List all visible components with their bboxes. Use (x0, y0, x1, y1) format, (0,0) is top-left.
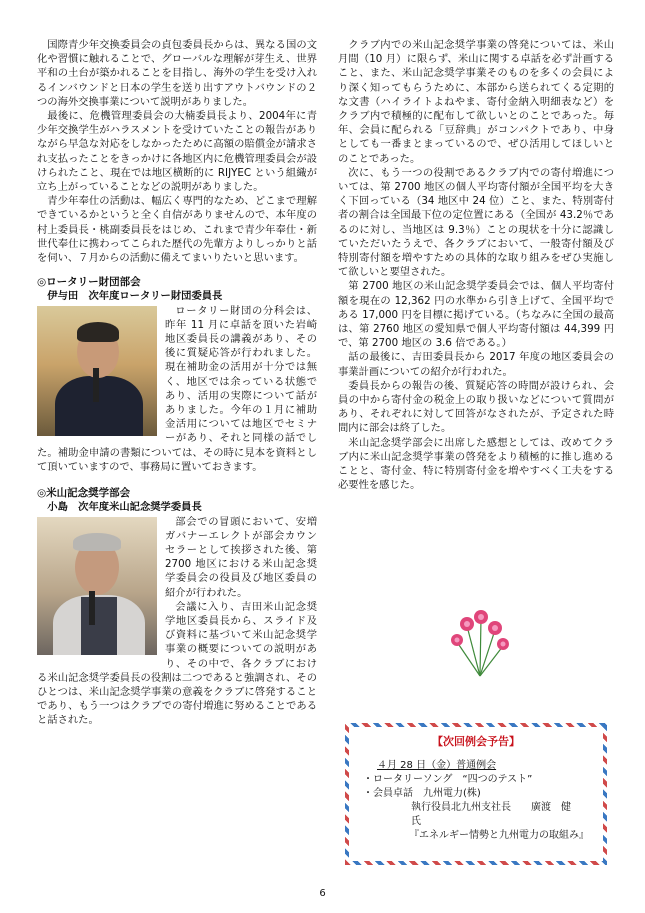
paragraph-scholarship-overview: 会議に入り、吉田米山記念奨学地区委員長から、スライド及び資料に基づいて米山記念奨学事業の概要についての説明があり、その中で、各クラブにおける米山記念奨学委員長の役割は二つであると強調され、そのひとつは、米山記念奨学事業の意義をクラブに啓発することであり、もう一つはクラブでの寄付増進に努めることであると話された。 (37, 600, 317, 727)
section-heading-foundation: ◎ロータリー財団部会 (37, 276, 141, 289)
section-heading-scholarship: ◎米山記念奨学部会 (37, 487, 131, 500)
notice-speaker: 執行役員北九州支社長 廣渡 健 氏 (411, 802, 581, 827)
flower-illustration (445, 608, 515, 678)
paragraph-plan: 話の最後に、吉田委員長から 2017 年度の地区委員会の事業計画についての紹介が行われた。 (338, 351, 614, 378)
notice-item-talk: ・会員卓話 九州電力(株) (363, 788, 481, 799)
paragraph-qa: 委員長からの報告の後、質疑応答の時間が設けられ、会員の中から寄付金の税金上の取り扱いなどについて質問があり、それぞれに対して回答がなされたが、予定された時間内に部会は終了した。 (338, 379, 614, 435)
notice-item-song: ・ロータリーソング “四つのテスト” (363, 774, 533, 785)
paragraph-crisis: 最後に、危機管理委員会の大楠委員長より、2004年に青少年交換学生がハラスメントを受けていたことの報告がありながら早急な対応をしなかったために高額の賠償金が請求され支払ったことをきっかけに各地区内に危機管理委員会が設けられたこと、現在では地区横断的に RIJYEC という組織が立ち上がっていることなどの説明がありました。 (37, 110, 317, 194)
paragraph-foundation: ロータリー財団の分科会は、昨年 11 月に卓話を頂いた岩崎地区委員長の講義があり、その後に質疑応答が行われました。現在補助金の活用が十分では無く、地区では余っている状態であり、活用の実際について話がありました。今年の１月に補助金活用については地区でセミナーがあり、それと同様の話でした。補助金申請の書類については、その時に見本を資料として頂いていますので、事務局に置いておきます。 (37, 304, 317, 473)
paragraph-youth-service: 青少年奉仕の活動は、幅広く専門的なため、どこまで理解できているかというと全く自信がありませんので、本年度の村上委員長・桃副委員長をはじめ、これまで青少年奉仕・新世代奉仕に携わってこられた歴代の先輩方よりしっかりと話を伺い、７月からの活動に備えてまいりたいと思います。 (37, 195, 317, 265)
paragraph-target: 第 2700 地区の米山記念奨学委員会では、個人平均寄付額を現在の 12,362 円の水準から引き上げて、全国平均である 17,000 円を目標に掲げている。（ちなみに全国の最高は、第 2760 地区の愛知県で個人平均寄付額は 44,399 円で、第 2700 地区の 3.6 倍である。） (338, 280, 614, 350)
left-column (37, 38, 317, 728)
speaker-foundation: 伊与田 次年度ロータリー財団委員長 (47, 290, 223, 303)
page-number: 6 (319, 888, 326, 899)
paragraph-exchange: 国際青少年交換委員会の貞包委員長からは、異なる国の文化や習慣に触れることで、グローバルな理解が芽生え、世界平和の土台が築かれることを目指し、海外の学生を受け入れるインバウンドと日本の学生を送り出すアウトバウンドの２つの海外交換事業について説明がありました。 (37, 39, 317, 108)
next-meeting-notice (345, 723, 607, 865)
notice-date: ４月 28 日（金）普通例会 (377, 760, 497, 771)
right-column (338, 38, 614, 493)
notice-title: 【次回例会予告】 (432, 735, 520, 748)
speaker-scholarship: 小島 次年度米山記念奨学委員長 (47, 501, 202, 514)
paragraph-impression: 米山記念奨学部会に出席した感想としては、改めてクラブ内に米山記念奨学事業の啓発をより積極的に推し進めることと、寄付金、特に特別寄付金を増やすべく工夫をする必要性を感じた。 (338, 436, 614, 492)
paragraph-scholarship-opening: 部会での冒頭において、安増ガバナーエレクトが部会カウンセラーとして挨拶された後、第 2700 地区における米山記念奨学委員会の役員及び地区委員の紹介が行われた。 (165, 515, 317, 599)
paragraph-donation: 次に、もう一つの役割であるクラブ内での寄付増進については、第 2700 地区の個人平均寄付額が全国平均を大きく下回っている（34 地区中 24 位）こと、また、特別寄付者の割合は全国最下位の定位置にある（全国が 43.2％であるのに対し、当地区は 9.3％）ことの現状を十分に認識していただいたうえで、各クラブにおいて、一般寄付額及び特別寄付額を増やすための具体的な取り組みをぜひ実施して欲しいと要望された。 (338, 166, 614, 279)
paragraph-enlightenment: クラブ内での米山記念奨学事業の啓発については、米山月間（10 月）に限らず、米山に関する卓話を必ず計画すること、また、米山記念奨学事業そのものを多くの会員により深く知ってもらうために、本部から送られてくる定期的な文書（ハイライトよねやま、寄付金納入明細表など）をクラブ内で積極的に配布して欲しいとのことであった。毎年、会員に配られる「豆辞典」がコンパクトであり、中身としても一番まとまっているので、ぜひ活用してほしいとのことであった。 (338, 39, 614, 165)
speaker-photo-iyoda (37, 306, 157, 436)
notice-talk-title: 『エネルギー情勢と九州電力の取組み』 (409, 830, 589, 841)
speaker-photo-kojima (37, 517, 157, 655)
